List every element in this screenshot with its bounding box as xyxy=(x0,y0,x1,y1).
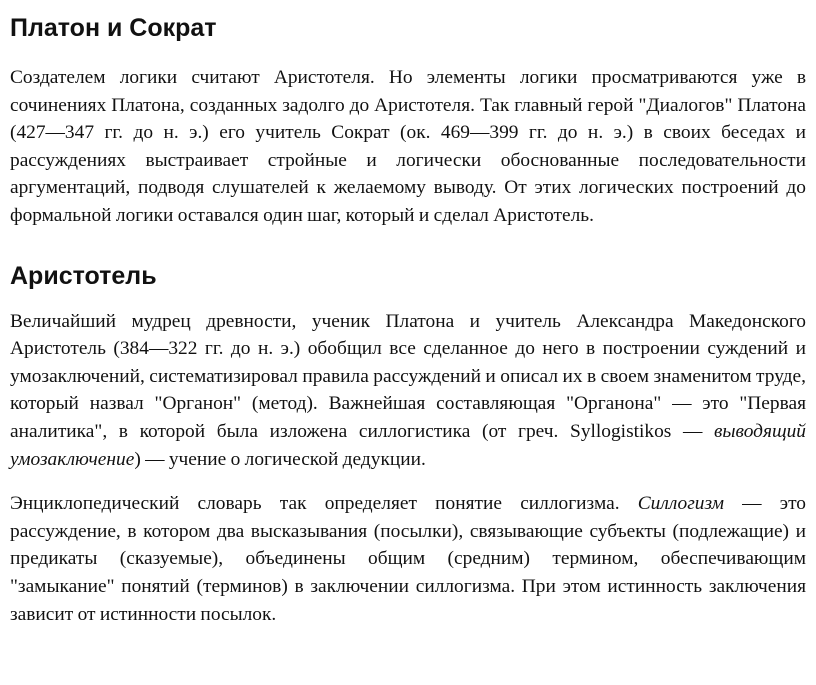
paragraph-aristotle-organon xyxy=(10,308,806,474)
paragraph-text: ) — учение о логической дедукции. xyxy=(134,448,426,470)
italic-term-translation: выводящий умозаключение xyxy=(10,420,806,470)
italic-term-syllogism: Силлогизм xyxy=(637,493,724,515)
section-heading-plato-socrates: Платон и Сократ xyxy=(10,14,217,42)
paragraph-text: — это рассуждение, в котором два высказывания (посылки), связывающие субъекты (подлежащие) и предикаты (сказуемые), объединены общим (средним) термином, обеспечивающим "замыкание" понятий (терминов) в заключении силлогизма. При этом истинность заключения зависит от истинности посылок. xyxy=(10,493,806,625)
paragraph-text: Энциклопедический словарь так определяет понятие силлогизма. xyxy=(10,493,638,515)
paragraph-plato-socrates: Создателем логики считают Аристотеля. Но элементы логики просматриваются уже в сочинениях Платона, созданных задолго до Аристотеля. Так главный герой "Диалогов" Платона (427—347 гг. до н. э.) его учитель Сократ (ок. 469—399 гг. до н. э.) в своих беседах и рассуждениях выстраивает стройные и логически обоснованные последовательности аргументаций, подводя слушателей к желаемому выводу. От этих логических построений до формальной логики оставался один шаг, который и сделал Аристотель. xyxy=(10,67,806,226)
paragraph-text: Величайший мудрец древности, ученик Платона и учитель Александра Македонского Аристотель (384—322 гг. до н. э.) обобщил все сделанное до него в построении суждений и умозаключений, систематизировал правила рассуждений и описал их в своем знаменитом труде, который назвал "Органон" (метод). Важнейшая составляющая "Органона" — это "Первая аналитика", в которой была изложена силлогистика (от греч. Syllogistikos — xyxy=(10,310,806,442)
section-heading-aristotle: Аристотель xyxy=(10,261,157,290)
paragraph-syllogism-definition xyxy=(10,490,806,628)
